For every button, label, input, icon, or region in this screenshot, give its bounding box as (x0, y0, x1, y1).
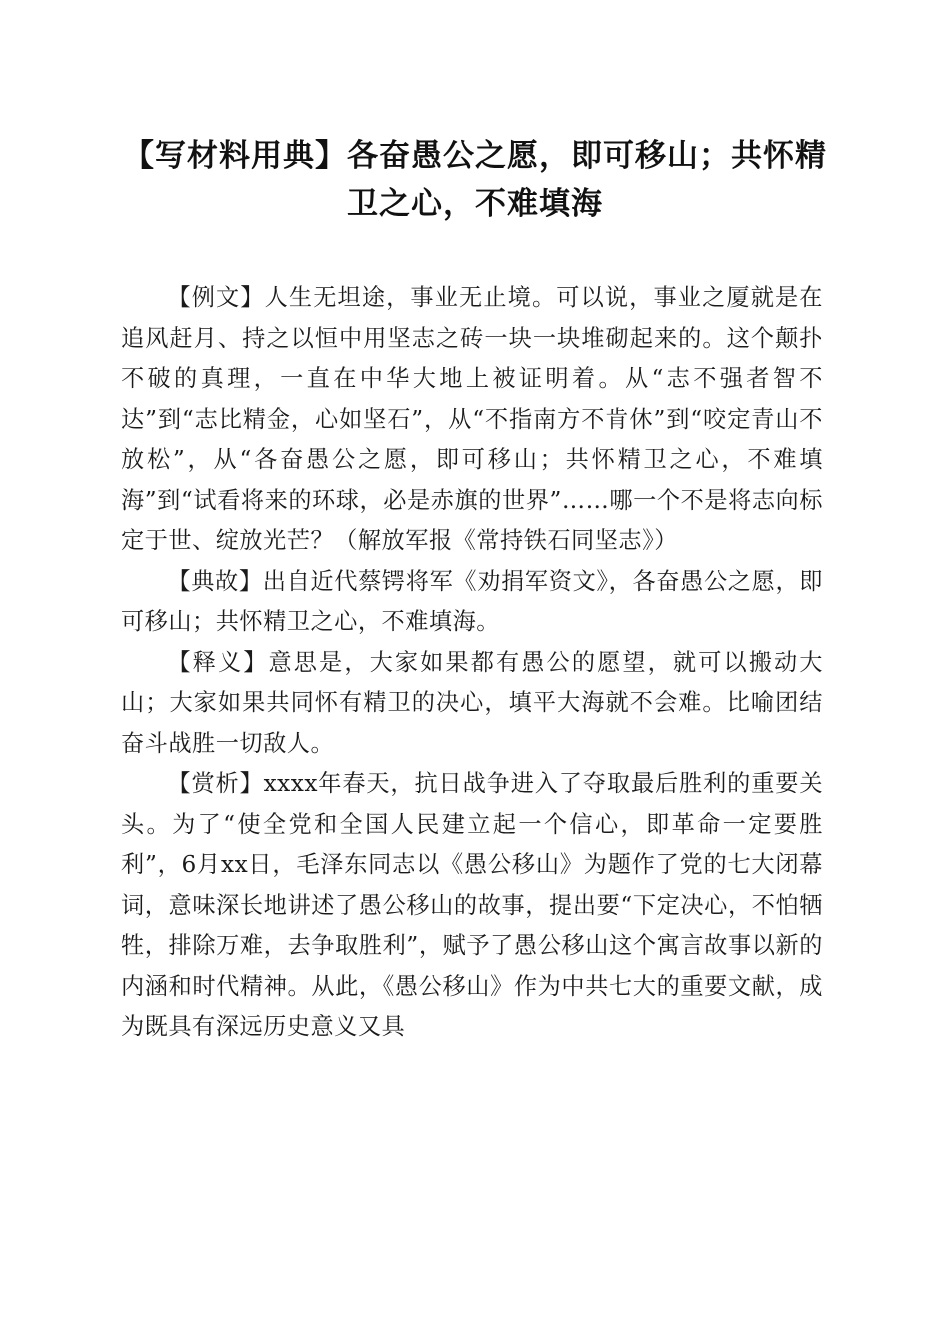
document-title: 【写材料用典】各奋愚公之愿，即可移山；共怀精卫之心，不难填海 (123, 138, 827, 222)
paragraph-example (121, 278, 823, 562)
paragraph-appreciation-text: xxxx年春天，抗日战争进入了夺取最后胜利的重要关头。为了“使全党和全国人民建立起一个信心，即革命一定要胜利”，6月xx日，毛泽东同志以《愚公移山》为题作了党的七大闭幕词，意味深长地讲述了愚公移山的故事，提出要“下定决心，不怕牺牲，排除万难，去争取胜利”，赋予了愚公移山这个寓言故事以新的内涵和时代精神。从此，《愚公移山》作为中共七大的重要文献，成为既具有深远历史意义又具 (121, 770, 824, 1040)
section-tag-example: 【例文】 (167, 284, 265, 311)
section-tag-meaning: 【释义】 (167, 648, 269, 676)
paragraph-example-text: 人生无坦途，事业无止境。可以说，事业之厦就是在追风赶月、持之以恒中用坚志之砖一块一块堆砌起来的。这个颠扑不破的真理，一直在中华大地上被证明着。从“志不强者智不达”到“志比精金，心如坚石”，从“不指南方不肯休”到“咬定青山不放松”，从“各奋愚公之愿，即可移山；共怀精卫之心，不难填海”到“试看将来的环球，必是赤旗的世界”……哪一个不是将志向标定于世、绽放光芒？（解放军报《常持铁石同坚志》） (121, 284, 823, 554)
paragraph-allusion-text: 出自近代蔡锷将军《劝捐军资文》，各奋愚公之愿，即可移山；共怀精卫之心，不难填海。 (121, 567, 823, 635)
document-body (121, 278, 823, 1048)
section-tag-allusion: 【典故】 (167, 567, 263, 595)
paragraph-meaning (121, 643, 823, 765)
paragraph-meaning-text: 意思是，大家如果都有愚公的愿望，就可以搬动大山；大家如果共同怀有精卫的决心，填平大海就不会难。比喻团结奋斗战胜一切敌人。 (121, 648, 823, 757)
paragraph-appreciation (121, 764, 823, 1048)
paragraph-allusion (121, 562, 823, 643)
section-tag-appreciation: 【赏析】 (167, 770, 264, 797)
